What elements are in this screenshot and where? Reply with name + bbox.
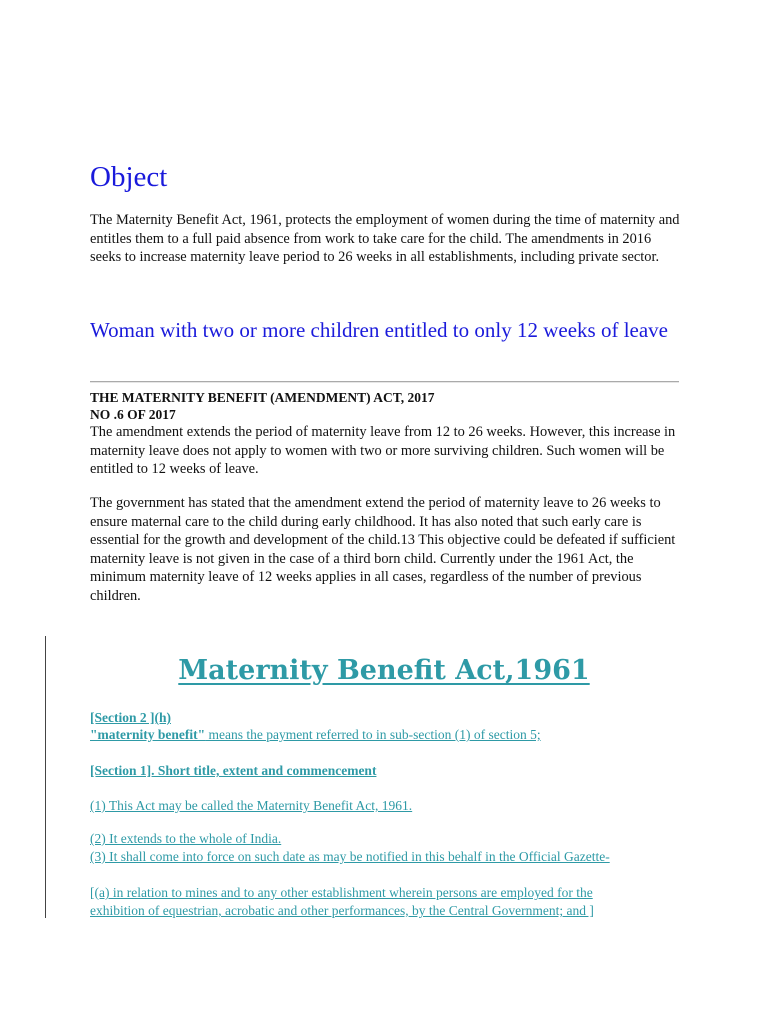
section-2-definition-link[interactable] [90, 726, 541, 744]
clause-1-link[interactable]: (1) This Act may be called the Maternity Benefit Act, 1961. [90, 798, 413, 813]
section-2-ref-link[interactable]: [Section 2 ](h) [90, 710, 171, 725]
horizontal-rule [90, 381, 679, 383]
amendment-title: THE MATERNITY BENEFIT (AMENDMENT) ACT, 2017 [90, 390, 435, 405]
maternity-benefit-definition: means the payment referred to in sub-section (1) of section 5; [205, 727, 541, 742]
object-paragraph: The Maternity Benefit Act, 1961, protects the employment of women during the time of maternity and entitles them to a full paid absence from work to take care for the child. The amendments in 2016 seeks to increase maternity leave period to 26 weeks in all establishments, including private sector. [90, 212, 680, 266]
clause-a-line-1-link[interactable]: [(a) in relation to mines and to any other establishment wherein persons are employed for the [90, 885, 593, 900]
object-heading: Object [90, 161, 168, 193]
act-heading-link[interactable]: Maternity Benefit Act,1961 [178, 655, 590, 686]
clause-2-link[interactable]: (2) It extends to the whole of India. [90, 831, 282, 846]
maternity-benefit-term: "maternity benefit" [90, 727, 206, 742]
amendment-paragraph-1: The amendment extends the period of maternity leave from 12 to 26 weeks. However, this increase in maternity leave does not apply to women with two or more surviving children. Such women will be entitled to 12 weeks of leave. [90, 424, 676, 478]
clause-3-link[interactable]: (3) It shall come into force on such date as may be notified in this behalf in the Official Gazette- [90, 849, 610, 864]
section-1-title-link[interactable]: [Section 1]. Short title, extent and commencement [90, 763, 377, 778]
leave-sub-heading: Woman with two or more children entitled to only 12 weeks of leave [90, 318, 668, 342]
amendment-number: NO .6 OF 2017 [90, 407, 176, 422]
clause-a-line-2-link[interactable]: exhibition of equestrian, acrobatic and other performances, by the Central Government; and ] [90, 903, 594, 918]
amendment-paragraph-2: The government has stated that the amendment extend the period of maternity leave to 26 weeks to ensure maternal care to the child during early childhood. It has also noted that such early care is essential for the growth and development of the child.13 This objective could be defeated if sufficient maternity leave is not given in the case of a third born child. Currently under the 1961 Act, the minimum maternity leave of 12 weeks applies in all cases, regardless of the number of previous children. [90, 495, 676, 604]
